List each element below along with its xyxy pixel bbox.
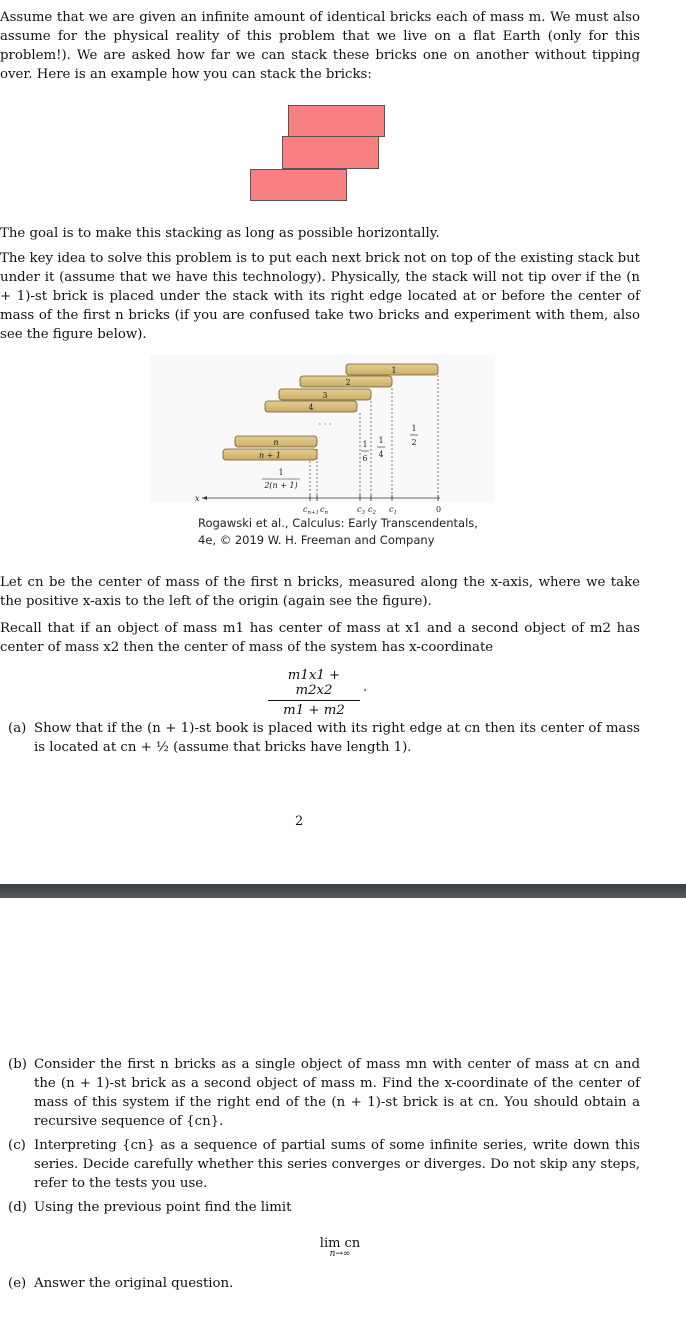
part-d-label: (d) [8, 1200, 27, 1215]
goal-paragraph: The goal is to make this stacking as long as possible horizontally. [0, 226, 440, 241]
brick-middle [282, 136, 379, 169]
fig-label-1: 1 [391, 366, 397, 375]
fig-frac-half-den: 2 [411, 438, 417, 447]
fig-frac-half-num: 1 [411, 424, 417, 433]
part-e [8, 1274, 640, 1293]
fig-label-4: 4 [308, 403, 314, 412]
harmonic-stack-figure [150, 355, 495, 515]
formula-denominator: m1 + m2 [283, 703, 345, 718]
fig-frac-quarter-den: 4 [378, 450, 384, 459]
part-d [8, 1198, 640, 1217]
fig-label-n-plus-1: n + 1 [258, 451, 282, 460]
brick-top [288, 105, 385, 137]
fig-frac-sixth-den: 6 [362, 454, 368, 463]
fig-axis-c-n: $c_n$ [320, 505, 329, 515]
recall-paragraph: Recall that if an object of mass m1 has center of mass at x1 and a second object of m2 has center of mass x2 then the center of mass of the system has x-coordinate [0, 621, 640, 655]
fig-label-2: 2 [345, 378, 351, 387]
fig-axis-zero: 0 [436, 505, 442, 514]
fig-axis-c2: $c_2$ [368, 505, 376, 515]
brick-bottom [250, 169, 347, 201]
center-of-mass-formula [268, 668, 360, 718]
intro-paragraph: Assume that we are given an infinite amount of identical bricks each of mass m. We must also assume for the physical reality of this problem that we live on a flat Earth (only for this problem!). We are asked how far we can stack these bricks one on another without tipping over. Here is an example how you can stack the bricks: [0, 10, 640, 82]
limit-bottom: n→∞ [329, 1249, 351, 1259]
fig-frac-quarter-num: 1 [378, 436, 384, 445]
limit-expression [300, 1236, 380, 1259]
part-a-text: Show that if the (n + 1)-st book is placed with its right edge at cn then its center of mass is located at cn + ½ (assume that bricks have length 1). [34, 721, 640, 755]
part-b-text: Consider the first n bricks as a single object of mass mn with center of mass at cn and the (n + 1)-st brick as a second object of mass m. Find the x-coordinate of the center of mass of this system if the right end of the (n + 1)-st brick is at cn. You should obtain a recursive sequence of {cn}. [34, 1057, 640, 1129]
key-idea-paragraph: The key idea to solve this problem is to put each next brick not on top of the existing stack but under it (assume that we have this technology). Physically, the stack will not tip over if the (n + 1)-st brick is placed under the stack with its right edge located at or before the center of mass of the first n bricks (if you are confused take two bricks and experiment with them, also see the figure below). [0, 251, 640, 342]
formula-numerator: m1x1 + m2x2 [268, 668, 360, 701]
part-a-label: (a) [8, 721, 27, 736]
fig-label-n: n [273, 438, 279, 447]
fig-label-3: 3 [322, 391, 328, 400]
page-number: 2 [295, 814, 304, 829]
part-e-text: Answer the original question. [34, 1276, 234, 1291]
part-b [8, 1055, 640, 1131]
limit-top: lim cn [319, 1236, 361, 1251]
fig-axis-c3: $c_3$ [357, 505, 365, 515]
part-c-text: Interpreting {cn} as a sequence of partial sums of some infinite series, write down this series. Decide carefully whether this series converges or diverges. Do not skip any steps, refer to the tests you use. [34, 1138, 640, 1191]
page-2 [0, 898, 686, 1320]
caption-line-1: Rogawski et al., Calculus: Early Transcendentals, [198, 516, 478, 530]
fig-frac-bottom-num: 1 [278, 468, 284, 477]
fig-frac-sixth-num: 1 [362, 440, 368, 449]
figure-caption [198, 515, 498, 549]
page-1: Assume that we are given an infinite amount of identical bricks each of mass m. We must also assume for the physical reality of this problem that we live on a flat Earth (only for this problem!). We are asked how far we can stack these bricks one on another without tipping over. Here is an example how you can stack the bricks: The goal is to make this stacking as long as possible horizontally. The key idea to solve this problem is to put each next brick not on top of the existing stack but under it (assume that we have this technology). Physically, the stack will not tip over if the (n + 1)-st brick is placed under the stack with its right edge located at or before the center of mass of the first n bricks (if you are confused take two bricks and experiment with them, also see the figure below). 1 2 3 4 n n + 1 · · · 1 2 1 4 1 6 1 2(n + 1) x $c_{n+1}$ $c_n$ $c_3$ $c_2$ $c_1$ 0 Rogawski et al., Calculus: Early Transcendentals, 4e, © 2019 W. H. Freeman and Company Let cn be the center of mass of the first n bricks, measured along the x-axis, where we take the positive x-axis to the left of the origin (again see the figure). Recall that if an object of mass m1 has center of mass at x1 and a second object of m2 has center of mass x2 then the center of mass of the system has x-coordinate $\frac{m1x1 + m2x2}{m1 + m2}$ . (a) Show that if the (n + 1)-st book is placed with its right edge at cn then its center of mass is located at cn + ½ (assume that bricks have length 1). 2 [0, 0, 686, 884]
center-of-mass-definition: Let cn be the center of mass of the first n bricks, measured along the x-axis, where we take the positive x-axis to the left of the origin (again see the figure). [0, 575, 640, 609]
fig-axis-c-n1: $c_{n+1}$ [303, 505, 320, 515]
part-e-label: (e) [8, 1276, 27, 1291]
part-a [8, 719, 640, 757]
part-c-label: (c) [8, 1138, 26, 1153]
fig-frac-bottom-den: 2(n + 1) [264, 481, 298, 490]
part-d-text: Using the previous point find the limit [34, 1200, 292, 1215]
fig-axis-x: x [195, 494, 200, 503]
page-separator [0, 884, 686, 898]
part-b-label: (b) [8, 1057, 27, 1072]
caption-line-2: 4e, © 2019 W. H. Freeman and Company [198, 533, 435, 547]
fig-dots: · · · [318, 420, 332, 429]
part-c [8, 1136, 640, 1193]
fig-axis-c1: $c_1$ [389, 505, 397, 515]
